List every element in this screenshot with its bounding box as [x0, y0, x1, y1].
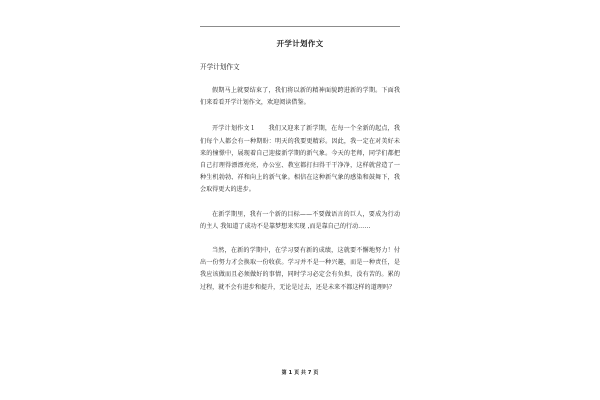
footer-suffix: 页 — [313, 370, 319, 376]
paragraph-essay-1: 开学计划作文１ 我们又迎来了新学期，在每一个全新的起点，我们每个人都会有一种期盼：明天的我要更精彩。因此，我一定在对美好未来的憧憬中，展现着自己迎接新学期的新气象。今天的老师，同学们都把自己打理得漂漂亮亮，办公室、教室都打扫得干干净净，这样就营造了一种生机勃勃、祥和向上的新气象。相信在这种新气象的感染和鼓舞下，我会取得更大的进步。 — [200, 125, 400, 194]
document-body — [200, 85, 400, 306]
header-rule — [200, 26, 400, 27]
paragraph-goal: 在新学期里，我有一个新的目标——不要做语言的巨人，要成为行动的主人 我知道了成功不是靠梦想来实现 ,而是靠自己的行动…… — [200, 210, 400, 230]
footer-total-pages: 7 — [307, 370, 312, 376]
document-title: 开学计划作文 — [276, 39, 324, 48]
paragraph-intro: 假期马上就要结束了，我们将以新的精神面貌跨进新的学期。下面我们来看看开学计划作文，欢迎阅读借鉴。 — [200, 87, 400, 107]
footer-middle: 页 共 — [294, 370, 306, 376]
paragraph-study: 当然，在新的学期中，在学习要有新的成绩，这就要不懈地努力！付出一份努力才会换取一份收获。学习并不是一种兴趣，而是一种责任，是我应该做而且必须做好的事情，同时学习必定会有负担，没有苦的。累的过程，就不会有进步和提升，无论是过去，还是未来不都这样的道理吗？ — [200, 247, 400, 291]
document-subtitle: 开学计划作文 — [200, 63, 240, 71]
footer-page-number: 1 — [288, 370, 293, 376]
page-footer — [200, 369, 400, 376]
footer-prefix: 第 — [281, 370, 287, 376]
